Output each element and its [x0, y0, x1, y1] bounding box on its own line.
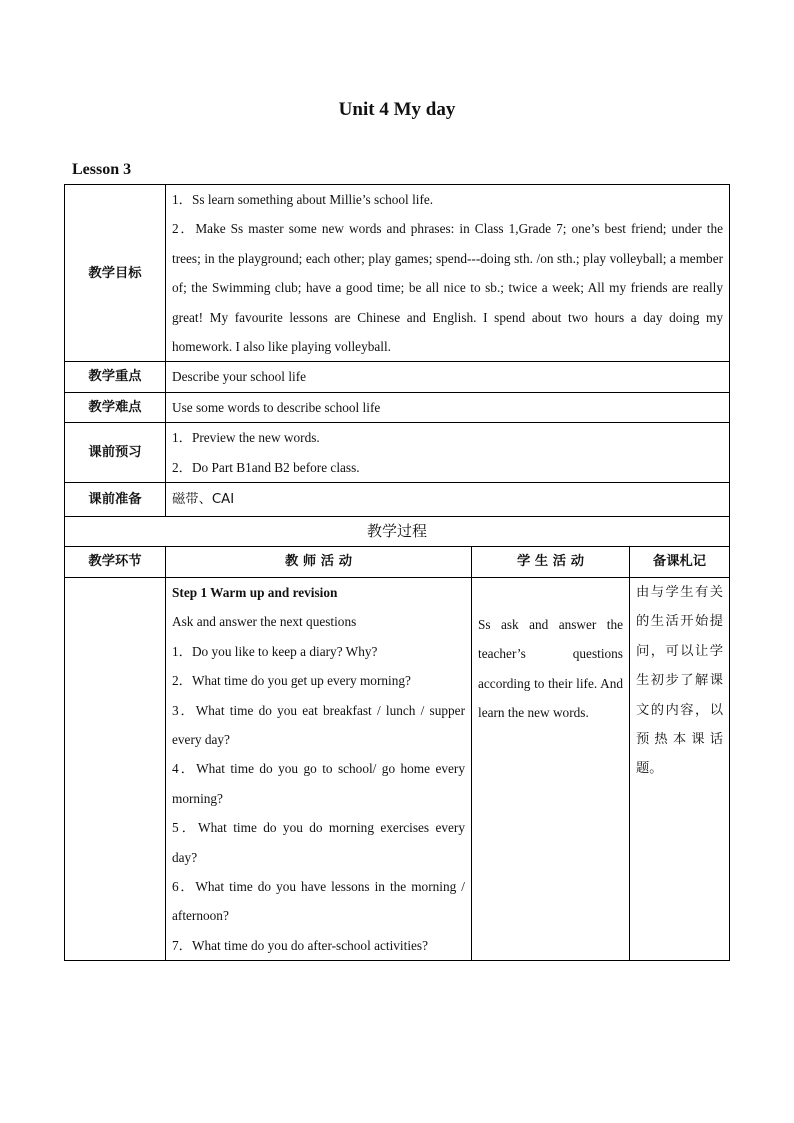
process-title-row	[65, 517, 730, 547]
objective-item: 2．Make Ss master some new words and phrases: in Class 1,Grade 7; one’s best friend; under the trees; in the playground; each other; play games; spend---doing sth. /on sth.; play volleyball; a member of; the Swimming club; have a good time; be all nice to sb.; twice a week; All my friends are really great! My favourite lessons are Chinese and English. I spend about two hours a day doing my homework. I also like playing volleyball.	[172, 221, 724, 355]
objectives-cell	[166, 185, 730, 362]
preview-item: 1．Preview the new words.	[172, 430, 320, 446]
teacher-line: 7．What time do you do after-school activities?	[172, 937, 428, 953]
preparation-label: 课前准备	[65, 483, 166, 517]
teacher-line: 1．Do you like to keep a diary? Why?	[172, 643, 378, 659]
objectives-label: 教学目标	[65, 185, 166, 362]
preview-label: 课前预习	[65, 423, 166, 483]
preview-row	[65, 423, 730, 483]
lesson-plan-table	[64, 184, 730, 961]
header-stage: 教学环节	[65, 547, 166, 577]
step-title: Step 1 Warm up and revision	[172, 584, 338, 600]
preparation-cell: 磁带、CAI	[166, 483, 730, 517]
teacher-line: 3．What time do you eat breakfast / lunch / supper every day?	[172, 702, 465, 747]
key-points-label: 教学重点	[65, 362, 166, 392]
step1-row	[65, 577, 730, 960]
objective-item: 1．Ss learn something about Millie’s school life.	[172, 192, 434, 207]
difficulties-cell: Use some words to describe school life	[166, 392, 730, 422]
teacher-line: 5．What time do you do morning exercises every day?	[172, 820, 465, 865]
teacher-line: Ask and answer the next questions	[172, 614, 357, 630]
teacher-line: 2．What time do you get up every morning?	[172, 673, 411, 689]
header-teacher-activity: 教 师 活 动	[166, 547, 472, 577]
header-student-activity: 学 生 活 动	[472, 547, 630, 577]
step1-teacher-cell	[166, 577, 472, 960]
difficulties-label: 教学难点	[65, 392, 166, 422]
preview-item: 2．Do Part B1and B2 before class.	[172, 459, 360, 475]
key-points-cell: Describe your school life	[166, 362, 730, 392]
lesson-label: Lesson 3	[72, 161, 132, 178]
step1-student-cell: Ss ask and answer the teacher’s questions according to their life. And learn the new words.	[472, 577, 630, 960]
preview-cell	[166, 423, 730, 483]
key-points-row	[65, 362, 730, 392]
teacher-line: 4．What time do you go to school/ go home every morning?	[172, 761, 465, 806]
page-title: Unit 4 My day	[338, 99, 456, 120]
objectives-row	[65, 185, 730, 362]
difficulties-row	[65, 392, 730, 422]
process-header-row	[65, 547, 730, 577]
notes-text: 由与学生有关的生活开始提问，可以让学生初步了解课文的内容，以预热本课话题。	[636, 584, 724, 777]
preparation-row	[65, 483, 730, 517]
process-section-title: 教学过程	[65, 517, 730, 547]
header-notes: 备课札记	[630, 547, 730, 577]
teacher-line: 6．What time do you have lessons in the morning / afternoon?	[172, 878, 465, 924]
step1-notes-cell	[630, 577, 730, 960]
step1-stage-cell	[65, 577, 166, 960]
